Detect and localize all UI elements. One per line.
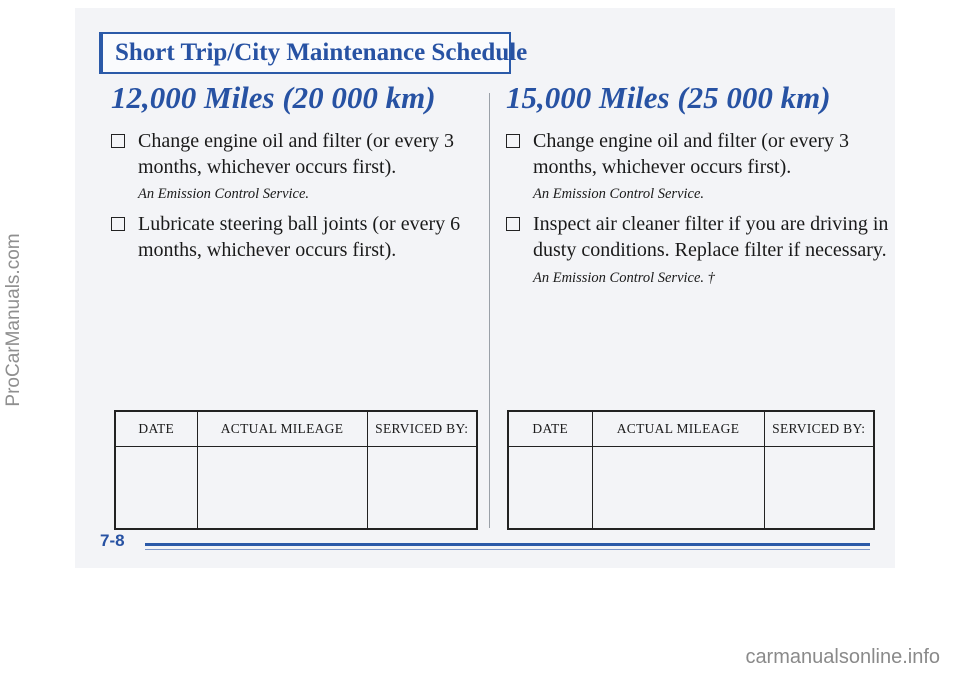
mileage-header: ACTUAL MILEAGE xyxy=(197,411,367,447)
item-text: Change engine oil and filter (or every 3 months, whichever occurs first). xyxy=(533,130,849,178)
checkbox-icon xyxy=(506,134,520,148)
left-checklist-item-2 xyxy=(111,211,491,263)
right-checklist-item-1 xyxy=(506,128,906,205)
item-text xyxy=(533,211,906,291)
footer-rule xyxy=(145,543,870,546)
right-service-log-table xyxy=(507,410,875,530)
mileage-cell[interactable] xyxy=(197,447,367,530)
column-divider xyxy=(489,93,490,528)
emission-note: An Emission Control Service. † xyxy=(533,270,715,286)
emission-note: An Emission Control Service. xyxy=(533,186,705,202)
date-cell[interactable] xyxy=(115,447,197,530)
mileage-cell[interactable] xyxy=(592,447,764,530)
checkbox-icon xyxy=(111,217,125,231)
right-mileage-heading: 15,000 Miles (25 000 km) xyxy=(506,80,831,115)
side-watermark: ProCarManuals.com xyxy=(3,233,24,407)
left-mileage-heading: 12,000 Miles (20 000 km) xyxy=(111,80,436,115)
item-text-body: Inspect air cleaner filter if you are driving in dusty conditions. Replace filter if necessary. xyxy=(533,213,889,261)
checkbox-icon xyxy=(111,134,125,148)
serviced-by-cell[interactable] xyxy=(367,447,477,530)
left-checklist-item-1 xyxy=(111,128,491,205)
item-text: Lubricate steering ball joints (or every 6 months, whichever occurs first). xyxy=(138,213,461,261)
serviced-by-cell[interactable] xyxy=(764,447,874,530)
right-checklist-item-2 xyxy=(506,211,906,291)
footer-rule-thin xyxy=(145,549,870,550)
schedule-title: Short Trip/City Maintenance Schedule xyxy=(115,39,528,66)
checkbox-icon xyxy=(506,217,520,231)
mileage-header: ACTUAL MILEAGE xyxy=(592,411,764,447)
emission-note: An Emission Control Service. xyxy=(138,186,310,202)
footer-site-link[interactable]: carmanualsonline.info xyxy=(745,646,940,668)
date-cell[interactable] xyxy=(508,447,592,530)
left-column xyxy=(111,80,491,269)
serviced-by-header: SERVICED BY: xyxy=(764,411,874,447)
date-header: DATE xyxy=(115,411,197,447)
right-column xyxy=(506,80,906,297)
date-header: DATE xyxy=(508,411,592,447)
serviced-by-header: SERVICED BY: xyxy=(367,411,477,447)
item-text: Change engine oil and filter (or every 3 months, whichever occurs first). xyxy=(138,130,454,178)
schedule-title-box xyxy=(99,32,528,74)
page-number: 7-8 xyxy=(100,531,125,550)
left-service-log-table xyxy=(114,410,478,530)
manual-page xyxy=(75,8,895,568)
